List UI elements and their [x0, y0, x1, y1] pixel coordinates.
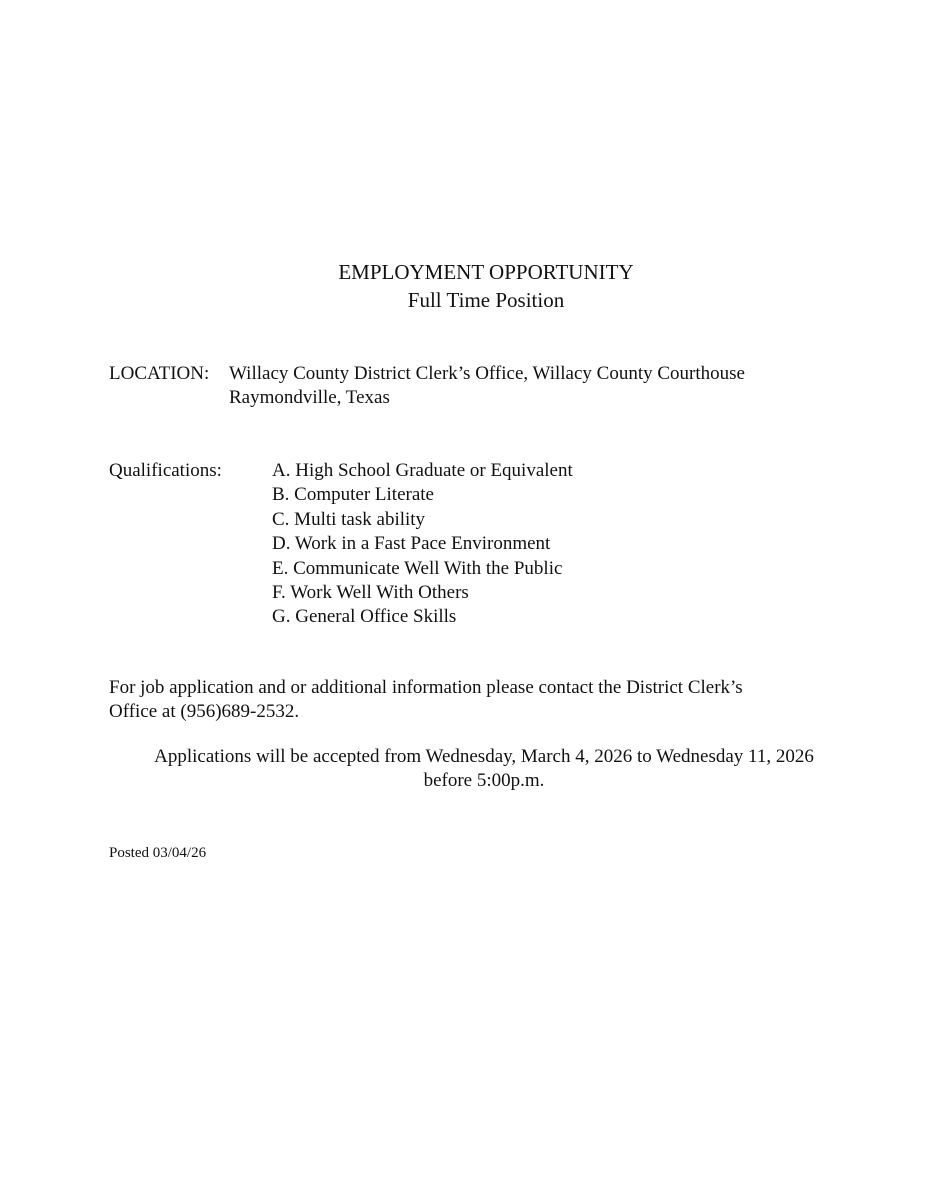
qualification-item: G. General Office Skills: [272, 606, 457, 628]
posted-date: Posted 03/04/26: [109, 845, 207, 861]
applications-line-1: Applications will be accepted from Wednesday, March 4, 2026 to Wednesday 11, 2026: [154, 746, 814, 767]
qualification-item: A. High School Graduate or Equivalent: [272, 460, 573, 481]
qualifications-label: Qualifications:: [109, 460, 222, 481]
qualification-item: F. Work Well With Others: [272, 582, 469, 604]
contact-paragraph: [109, 676, 849, 724]
title-subheading: Full Time Position: [407, 288, 565, 312]
applications-line-2: before 5:00p.m.: [423, 770, 545, 791]
qualification-item: D. Work in a Fast Pace Environment: [272, 533, 551, 555]
contact-line-2: Office at (956)689-2532.: [109, 701, 300, 722]
qualification-item: E. Communicate Well With the Public: [272, 557, 563, 579]
qualification-item: C. Multi task ability: [272, 508, 426, 530]
location-line-1: Willacy County District Clerk’s Office, Willacy County Courthouse: [229, 363, 745, 384]
qualification-item: B. Computer Literate: [272, 484, 434, 506]
location-label: LOCATION:: [109, 363, 210, 384]
applications-notice: [0, 745, 927, 793]
page-title: [0, 258, 927, 314]
location-text: [229, 362, 745, 410]
location-line-2: Raymondville, Texas: [229, 387, 390, 408]
title-heading: EMPLOYMENT OPPORTUNITY: [338, 260, 634, 284]
qualifications-list: [272, 459, 573, 630]
contact-line-1: For job application and or additional information please contact the District Clerk’s: [109, 677, 743, 698]
